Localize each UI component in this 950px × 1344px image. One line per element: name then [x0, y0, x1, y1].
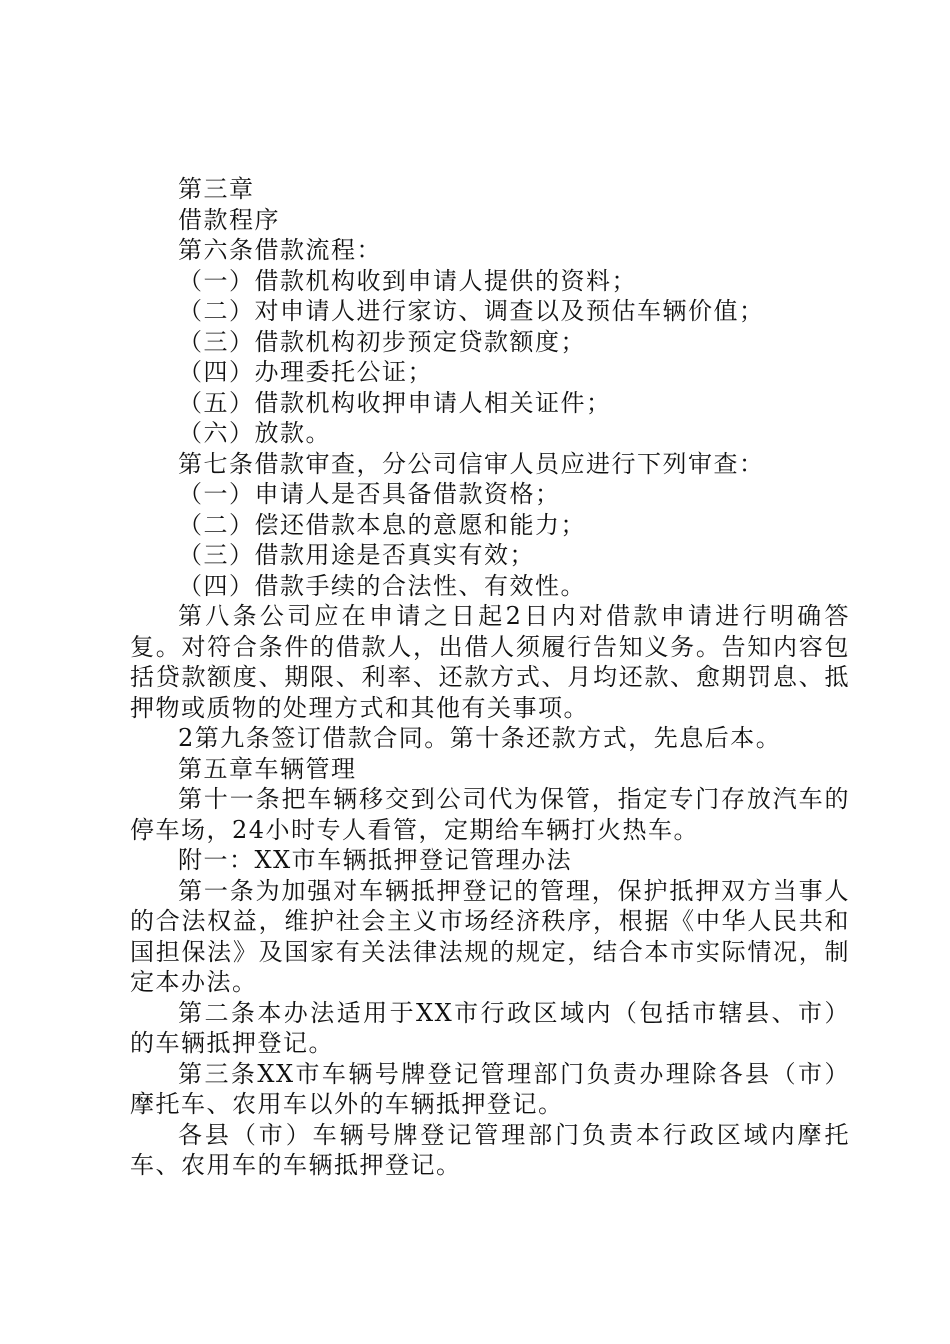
- chapter-heading: 第三章: [178, 175, 255, 203]
- document-body: [130, 174, 850, 1181]
- list-item: （三）借款机构初步预定贷款额度；: [178, 327, 586, 356]
- paragraph: 第八条公司应在申请之日起2日内对借款申请进行明确答复。对符合条件的借款人，出借人须履行告知义务。告知内容包括贷款额度、期限、利率、还款方式、月均还款、愈期罚息、抵押物或质物的处理方式和其他有关事项。: [130, 602, 850, 722]
- list-item: （二）偿还借款本息的意愿和能力；: [178, 510, 586, 539]
- article-heading: 第七条借款审查，分公司信审人员应进行下列审查：: [178, 449, 765, 478]
- paragraph: 各县（市）车辆号牌登记管理部门负责本行政区域内摩托车、农用车的车辆抵押登记。: [130, 1120, 850, 1179]
- article-heading: 第六条借款流程：: [178, 236, 382, 264]
- list-item: （五）借款机构收押申请人相关证件；: [178, 388, 612, 417]
- paragraph: 第三条XX市车辆号牌登记管理部门负责办理除各县（市）摩托车、农用车以外的车辆抵押登记。: [130, 1059, 850, 1118]
- paragraph: 第二条本办法适用于XX市行政区域内（包括市辖县、市）的车辆抵押登记。: [130, 998, 850, 1057]
- list-item: （一）申请人是否具备借款资格；: [178, 480, 561, 508]
- appendix-title: 附一：XX市车辆抵押登记管理办法: [178, 846, 573, 874]
- list-item: （二）对申请人进行家访、调查以及预估车辆价值；: [178, 297, 765, 325]
- paragraph: 第一条为加强对车辆抵押登记的管理，保护抵押双方当事人的合法权益，维护社会主义市场经济秩序，根据《中华人民共和国担保法》及国家有关法律法规的规定，结合本市实际情况，制定本办法。: [130, 876, 850, 996]
- list-item: （四）办理委托公证；: [178, 358, 433, 386]
- list-item: （三）借款用途是否真实有效；: [178, 541, 535, 569]
- list-item: （四）借款手续的合法性、有效性。: [178, 571, 586, 600]
- paragraph: 2第九条签订借款合同。第十条还款方式，先息后本。: [178, 724, 782, 752]
- chapter-heading: 第五章车辆管理: [178, 754, 357, 783]
- paragraph: 第十一条把车辆移交到公司代为保管，指定专门存放汽车的停车场，24小时专人看管，定期给车辆打火热车。: [130, 785, 850, 844]
- section-title: 借款程序: [178, 205, 280, 234]
- list-item: （一）借款机构收到申请人提供的资料；: [178, 266, 637, 295]
- list-item: （六）放款。: [178, 419, 331, 447]
